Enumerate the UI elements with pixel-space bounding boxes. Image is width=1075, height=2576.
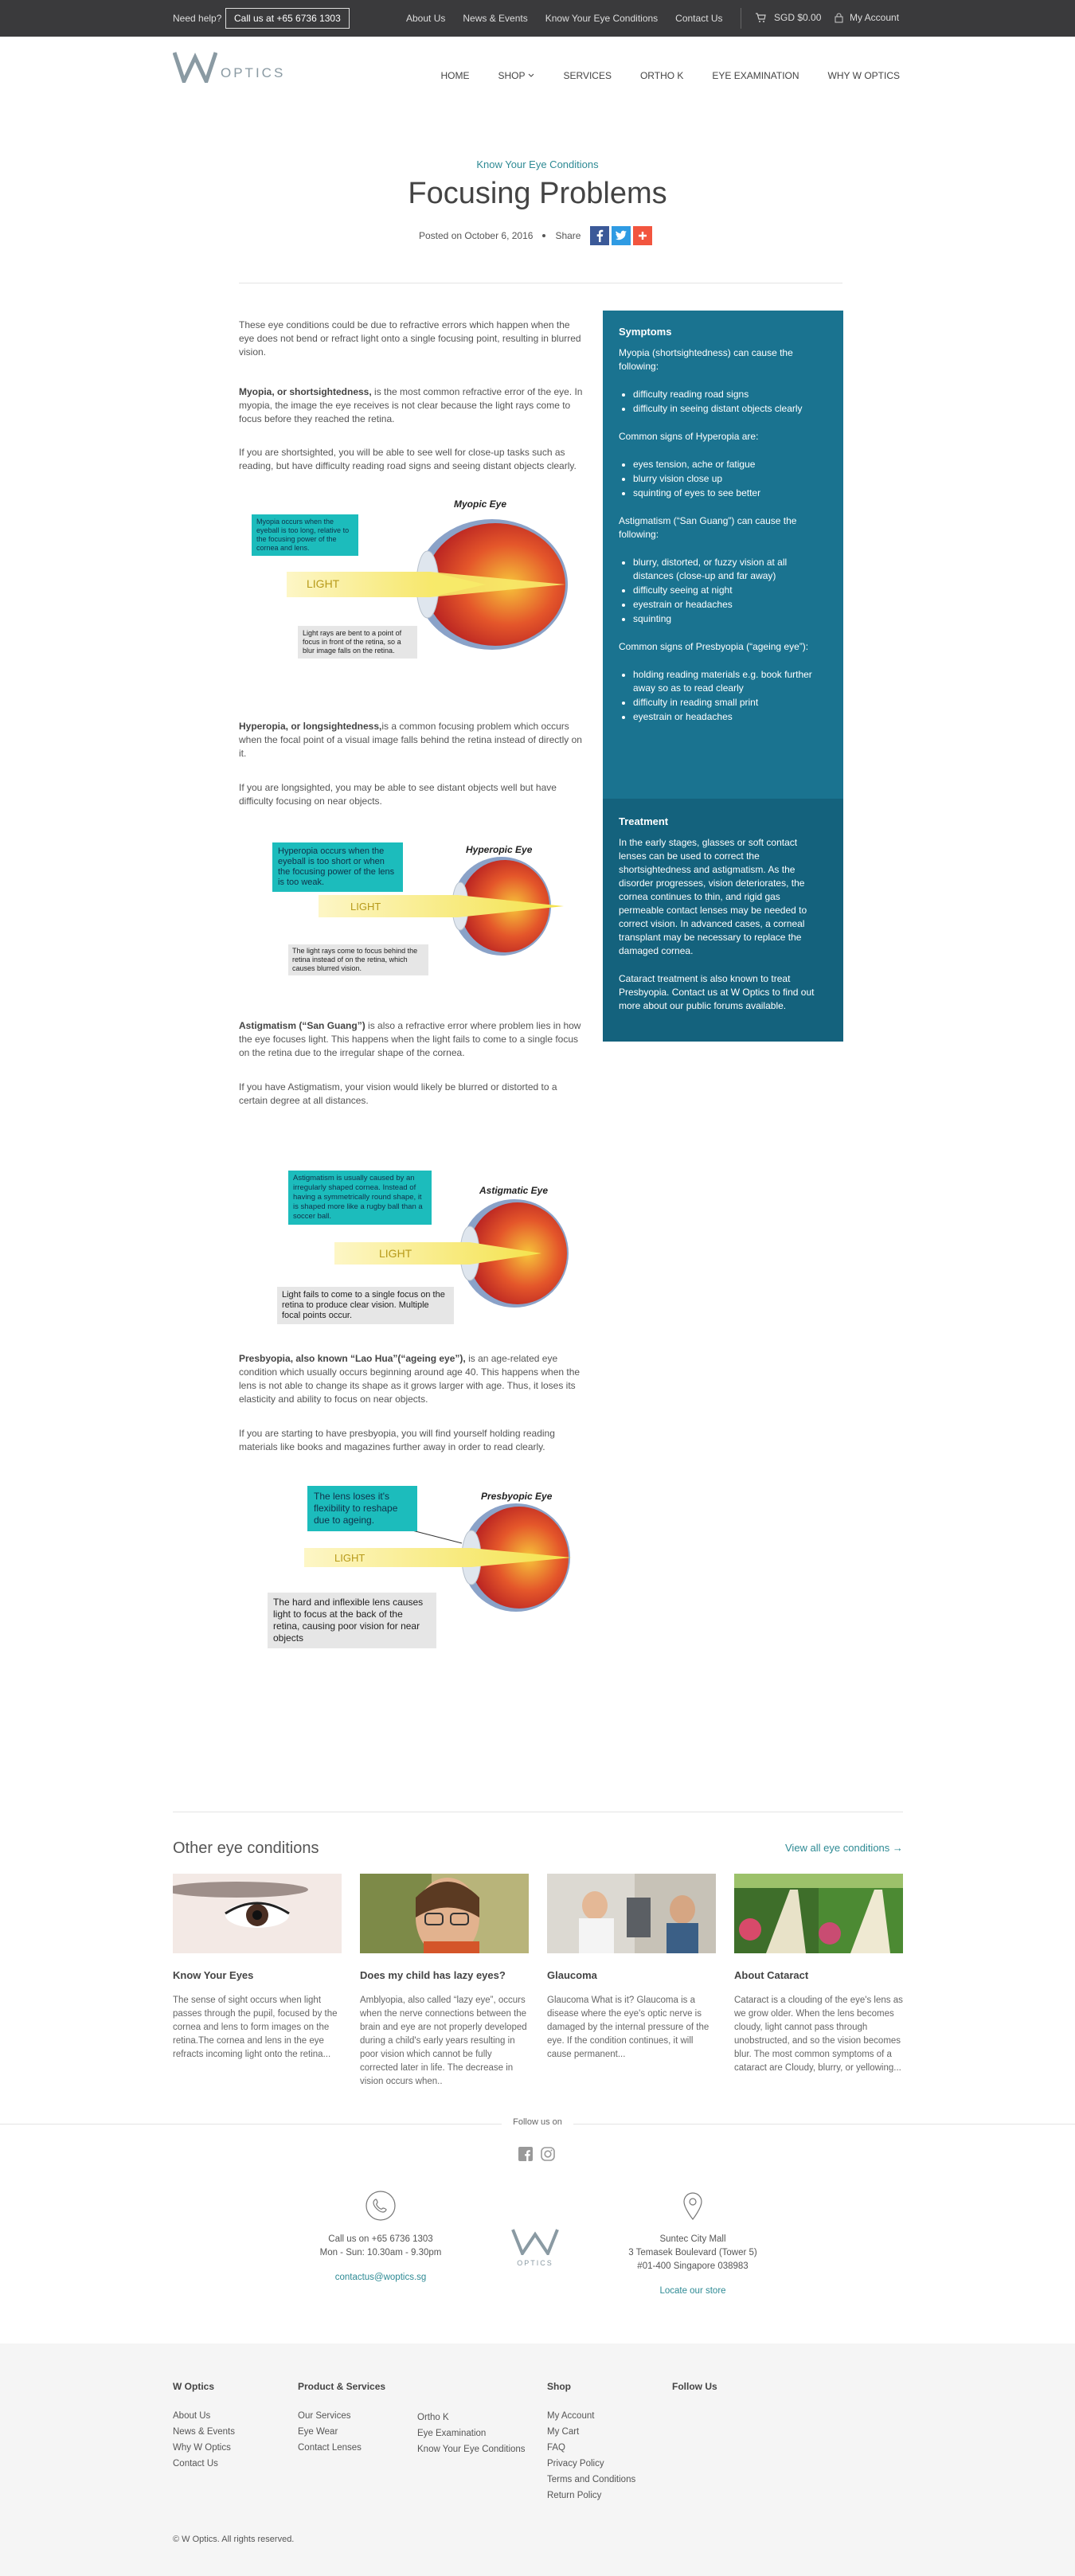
account-label: My Account bbox=[850, 12, 900, 23]
treatment-text-1: In the early stages, glasses or soft contact lenses can be used to correct the shortsightedness and astigmatism. As the disorder progresses, vision deteriorates, the cornea continues to thin, and rigid gas permeable contact lenses may be needed to correct vision. In advanced cases, a corneal transplant may be necessary to replace the damaged cornea. bbox=[619, 837, 807, 956]
paragraph-myopia bbox=[239, 385, 583, 426]
presbyopia-list bbox=[633, 668, 827, 724]
cart-total: SGD $0.00 bbox=[774, 12, 822, 23]
locate-store-link[interactable]: Locate our store bbox=[659, 2286, 726, 2296]
address-line-3: #01-400 Singapore 038983 bbox=[637, 2261, 749, 2271]
term-presbyopia: Presbyopia, also known “Lao Hua”(“ageing eye”), bbox=[239, 1353, 466, 1364]
paragraph-myopia-text: is the most common refractive error of the eye. In myopia, the image the eye receives is not clear because the light rays come to focus before they reached the retina. bbox=[239, 386, 583, 424]
myopia-list bbox=[633, 388, 827, 416]
myopia-intro: Myopia (shortsightedness) can cause the following: bbox=[619, 347, 793, 372]
footer-logo bbox=[510, 2228, 560, 2267]
list-item: • eyestrain or headaches bbox=[633, 710, 827, 724]
term-hyperopia: Hyperopia, or longsightedness, bbox=[239, 721, 382, 732]
footer-col-follow bbox=[672, 2381, 717, 2411]
address-line-2: 3 Temasek Boulevard (Tower 5) bbox=[628, 2248, 757, 2257]
copyright: © W Optics. All rights reserved. bbox=[173, 2535, 295, 2544]
top-links bbox=[406, 13, 723, 24]
footer-col-title: Product & Services bbox=[298, 2381, 386, 2392]
card-excerpt: Glaucoma What is it? Glaucoma is a disease where the eye's optic nerve is damaged by the internal pressure of the eye. If the condition continues, it will cause permanent... bbox=[547, 1996, 710, 2059]
account-link[interactable] bbox=[835, 12, 899, 23]
site-footer bbox=[0, 2343, 1075, 2576]
card-excerpt: Amblyopia, also called “lazy eye”, occurs when the nerve connections between the brain and eye are not properly developed during a child's early years resulting in poor vision which cannot be fully corrected later in life. The decrease in vision occurs when.. bbox=[360, 1996, 527, 2086]
paragraph-hyperopia-text: is a common focusing problem which occurs when the focal point of a visual image falls behind the retina instead of directly on it. bbox=[239, 721, 582, 759]
facebook-share-button[interactable] bbox=[590, 226, 609, 245]
card-image-eye-closeup bbox=[173, 1874, 342, 1953]
nav-ortho-k[interactable]: ORTHO K bbox=[639, 70, 684, 81]
follow-label: Follow us on bbox=[502, 2117, 573, 2127]
share-label: Share bbox=[555, 230, 581, 241]
astigmatic-note: Astigmatism is usually caused by an irregularly shaped cornea. Instead of having a symmetrically round shape, it is shaped more like a rugby ball than a soccer ball. bbox=[288, 1171, 432, 1225]
footer-link[interactable]: My Cart bbox=[547, 2427, 580, 2437]
myopic-caption: Light rays are bent to a point of focus in front of the retina, so a blur image falls on the retina. bbox=[298, 626, 417, 659]
myopic-note: Myopia occurs when the eyeball is too long, relative to the focusing power of the cornea and lens. bbox=[252, 514, 358, 556]
footer-link[interactable]: Privacy Policy bbox=[547, 2459, 604, 2469]
list-item: • eyes tension, ache or fatigue bbox=[633, 458, 827, 471]
w-logo-icon bbox=[510, 2228, 560, 2255]
need-help-label: Need help? bbox=[173, 13, 222, 24]
term-astigmatism: Astigmatism (“San Guang”) bbox=[239, 1020, 366, 1031]
presbyopic-light-label: LIGHT bbox=[334, 1552, 366, 1564]
paragraph-astigmatism bbox=[239, 1019, 583, 1060]
footer-col-title: Shop bbox=[547, 2381, 571, 2392]
post-date: Posted on October 6, 2016 bbox=[419, 230, 534, 241]
astigmatic-eye-diagram bbox=[271, 1164, 573, 1331]
email-link[interactable]: contactus@woptics.sg bbox=[334, 2273, 427, 2282]
opening-hours: Mon - Sun: 10.30am - 9.30pm bbox=[319, 2248, 442, 2257]
myopic-title: Myopic Eye bbox=[454, 498, 507, 510]
list-item: • difficulty in reading small print bbox=[633, 696, 827, 709]
treatment-text-2: Cataract treatment is also known to treat Presbyopia. Contact us at W Optics to find out more about our public forums available. bbox=[619, 973, 815, 1011]
condition-card[interactable] bbox=[734, 1874, 903, 2075]
card-title: Glaucoma bbox=[547, 1969, 597, 1981]
hyperopia-list bbox=[633, 458, 827, 500]
footer-link[interactable]: News & Events bbox=[173, 2427, 235, 2437]
paragraph-astigmatism-vision: If you have Astigmatism, your vision would likely be blurred or distorted to a certain degree at all distances. bbox=[239, 1081, 557, 1106]
card-image-child-glasses bbox=[360, 1874, 529, 1953]
treatment-title: Treatment bbox=[619, 815, 669, 827]
hyperopic-title: Hyperopic Eye bbox=[466, 844, 533, 855]
post-meta bbox=[419, 226, 652, 245]
facebook-icon bbox=[518, 2147, 533, 2161]
top-bar bbox=[0, 0, 1075, 37]
footer-link[interactable]: Contact Us bbox=[173, 2459, 218, 2469]
top-link-contact[interactable]: Contact Us bbox=[675, 13, 723, 24]
logo-text: OPTICS bbox=[221, 65, 286, 80]
footer-link[interactable]: Why W Optics bbox=[173, 2443, 231, 2453]
chevron-down-icon bbox=[528, 73, 534, 78]
paragraph-presbyopia-text: is an age-related eye condition which usually occurs beginning around age 40. This happens when the lens is not able to change its shape as it grows larger with age. Thus, it loses its elasticity and ability to focus on near objects. bbox=[239, 1353, 580, 1405]
plus-icon bbox=[638, 231, 647, 240]
footer-link[interactable]: My Account bbox=[547, 2411, 595, 2421]
list-item: • blurry vision close up bbox=[633, 472, 827, 486]
map-pin-icon bbox=[677, 2190, 709, 2222]
presbyopic-note: The lens loses it's flexibility to reshape due to ageing. bbox=[307, 1486, 417, 1531]
footer-link[interactable]: Contact Lenses bbox=[298, 2443, 362, 2453]
card-excerpt: The sense of sight occurs when light passes through the pupil, focused by the cornea and lens to form images on the retina.The cornea and lens in the eye refracts incoming light onto the retina... bbox=[173, 1996, 338, 2059]
view-all-conditions-link[interactable]: View all eye conditions → bbox=[785, 1842, 903, 1854]
paragraph-hyperopia bbox=[239, 720, 583, 760]
paragraph-intro: These eye conditions could be due to refractive errors which happen when the eye does not bend or refract light onto a single focusing point, resulting in blurred vision. bbox=[239, 319, 581, 358]
card-image-garden-path bbox=[734, 1874, 903, 1953]
hyperopic-light-label: LIGHT bbox=[350, 901, 381, 913]
footer-col-products-2 bbox=[417, 2413, 526, 2461]
card-title: About Cataract bbox=[734, 1969, 809, 1981]
symptoms-title: Symptoms bbox=[619, 326, 672, 338]
twitter-share-button[interactable] bbox=[612, 226, 631, 245]
card-excerpt: Cataract is a clouding of the eye's lens as we grow older. When the lens becomes cloudy, light cannot pass through unobstructed, and so the vision becomes blur. The most common symptoms of a cataract are Cloudy, blurry, or yellowing... bbox=[734, 1996, 903, 2073]
paragraph-shortsighted: If you are shortsighted, you will be able to see well for close-up tasks such as reading, but have difficulty reading road signs and seeing distant objects clearly. bbox=[239, 447, 577, 471]
facebook-icon bbox=[596, 229, 604, 242]
contact-address-block bbox=[589, 2190, 796, 2298]
footer-link[interactable]: Eye Wear bbox=[298, 2427, 338, 2437]
footer-link[interactable]: Ortho K bbox=[417, 2413, 449, 2422]
footer-link[interactable]: FAQ bbox=[547, 2443, 566, 2453]
condition-card[interactable] bbox=[547, 1874, 716, 2062]
other-conditions-title: Other eye conditions bbox=[173, 1839, 319, 1857]
astigmatic-caption: Light fails to come to a single focus on the retina to produce clear vision. Multiple focal points occur. bbox=[277, 1287, 454, 1324]
cart-link[interactable] bbox=[755, 12, 821, 23]
footer-col-title: Follow Us bbox=[672, 2381, 717, 2392]
paragraph-astigmatism-text: is also a refractive error where problem lies in how the eye focuses light. This happens when the light fails to come to a single focus on the retina due to the irregular shape of the cornea. bbox=[239, 1020, 581, 1058]
astigmatism-intro: Astigmatism (“San Guang”) can cause the following: bbox=[619, 515, 797, 540]
social-links bbox=[518, 2147, 555, 2164]
presbyopic-title: Presbyopic Eye bbox=[481, 1491, 553, 1502]
list-item: • blurry, distorted, or fuzzy vision at all distances (close-up and far away) bbox=[633, 556, 827, 583]
paragraph-longsighted: If you are longsighted, you may be able to see distant objects well but have difficulty focusing on near objects. bbox=[239, 782, 557, 807]
footer-logo-text: OPTICS bbox=[517, 2259, 553, 2267]
nav-services[interactable]: SERVICES bbox=[563, 70, 612, 81]
logo[interactable] bbox=[173, 51, 285, 83]
address-line-1: Suntec City Mall bbox=[659, 2234, 726, 2244]
paragraph-presbyopia bbox=[239, 1352, 583, 1406]
top-link-news[interactable]: News & Events bbox=[463, 13, 528, 24]
condition-card[interactable] bbox=[360, 1874, 529, 2089]
lock-icon bbox=[835, 13, 843, 23]
footer-link[interactable]: Terms and Conditions bbox=[547, 2475, 636, 2484]
cart-icon bbox=[755, 12, 766, 23]
list-item: • eyestrain or headaches bbox=[633, 598, 827, 612]
hyperopia-intro: Common signs of Hyperopia are: bbox=[619, 431, 759, 442]
presbyopic-caption: The hard and inflexible lens causes light to focus at the back of the retina, causing poor vision for near objects bbox=[268, 1593, 436, 1648]
presbyopia-intro: Common signs of Presbyopia (“ageing eye”): bbox=[619, 641, 809, 652]
footer-col-title: W Optics bbox=[173, 2381, 215, 2392]
symptoms-panel bbox=[603, 311, 843, 799]
list-item: • holding reading materials e.g. book further away so as to read clearly bbox=[633, 668, 827, 695]
phone-icon bbox=[365, 2190, 397, 2222]
category-link[interactable]: Know Your Eye Conditions bbox=[476, 158, 599, 170]
call-button[interactable]: Call us at +65 6736 1303 bbox=[225, 8, 350, 29]
nav-shop[interactable] bbox=[498, 70, 534, 81]
site-header bbox=[0, 37, 1075, 116]
list-item: • difficulty seeing at night bbox=[633, 584, 827, 597]
term-myopia: Myopia, or shortsightedness, bbox=[239, 386, 372, 397]
footer-link[interactable]: Return Policy bbox=[547, 2491, 602, 2500]
nav-shop-label: SHOP bbox=[498, 70, 526, 81]
list-item: • difficulty reading road signs bbox=[633, 388, 827, 401]
top-link-about[interactable]: About Us bbox=[406, 13, 446, 24]
treatment-panel bbox=[603, 799, 843, 1042]
instagram-link[interactable] bbox=[541, 2147, 555, 2164]
instagram-icon bbox=[541, 2147, 555, 2161]
separator-dot bbox=[542, 234, 545, 237]
astigmatism-list bbox=[633, 556, 827, 626]
more-share-button[interactable] bbox=[633, 226, 652, 245]
card-title: Does my child has lazy eyes? bbox=[360, 1969, 506, 1981]
hyperopic-note: Hyperopia occurs when the eyeball is too short or when the focusing power of the lens is too weak. bbox=[272, 842, 403, 892]
card-title: Know Your Eyes bbox=[173, 1969, 254, 1981]
list-item: • squinting of eyes to see better bbox=[633, 487, 827, 500]
footer-link[interactable]: Our Services bbox=[298, 2411, 351, 2421]
hyperopic-eye-diagram bbox=[271, 835, 573, 986]
list-item: • squinting bbox=[633, 612, 827, 626]
footer-link[interactable]: Know Your Eye Conditions bbox=[417, 2445, 526, 2454]
myopic-light-label: LIGHT bbox=[307, 577, 340, 590]
main-nav bbox=[440, 70, 900, 81]
nav-why[interactable]: WHY W OPTICS bbox=[827, 70, 900, 81]
hyperopic-caption: The light rays come to focus behind the retina instead of on the retina, which causes blurred vision. bbox=[288, 944, 428, 975]
footer-link[interactable]: About Us bbox=[173, 2411, 211, 2421]
nav-home[interactable]: HOME bbox=[440, 70, 470, 81]
footer-col-shop bbox=[547, 2381, 635, 2507]
paragraph-presbyopia-reading: If you are starting to have presbyopia, you will find yourself holding reading materials like books and magazines further away in order to read clearly. bbox=[239, 1428, 555, 1452]
footer-link[interactable]: Eye Examination bbox=[417, 2429, 487, 2438]
w-logo-icon bbox=[173, 51, 217, 83]
nav-eye-exam[interactable]: EYE EXAMINATION bbox=[712, 70, 799, 81]
list-item: • difficulty in seeing distant objects clearly bbox=[633, 402, 827, 416]
presbyopic-eye-diagram bbox=[263, 1481, 573, 1656]
astigmatic-title: Astigmatic Eye bbox=[479, 1185, 549, 1196]
footer-col-products bbox=[298, 2381, 385, 2459]
top-link-eye-conditions[interactable]: Know Your Eye Conditions bbox=[545, 13, 659, 24]
card-image-eye-exam bbox=[547, 1874, 716, 1953]
follow-label-row bbox=[0, 2117, 1075, 2127]
footer-col-w-optics bbox=[173, 2381, 235, 2475]
phone-text: Call us on +65 6736 1303 bbox=[328, 2234, 433, 2244]
astigmatic-light-label: LIGHT bbox=[379, 1247, 412, 1260]
page-title: Focusing Problems bbox=[408, 177, 667, 210]
twitter-icon bbox=[615, 230, 627, 241]
myopic-eye-diagram bbox=[239, 492, 583, 667]
contact-phone-block bbox=[277, 2190, 484, 2285]
facebook-link[interactable] bbox=[518, 2147, 533, 2164]
condition-card[interactable] bbox=[173, 1874, 342, 2062]
